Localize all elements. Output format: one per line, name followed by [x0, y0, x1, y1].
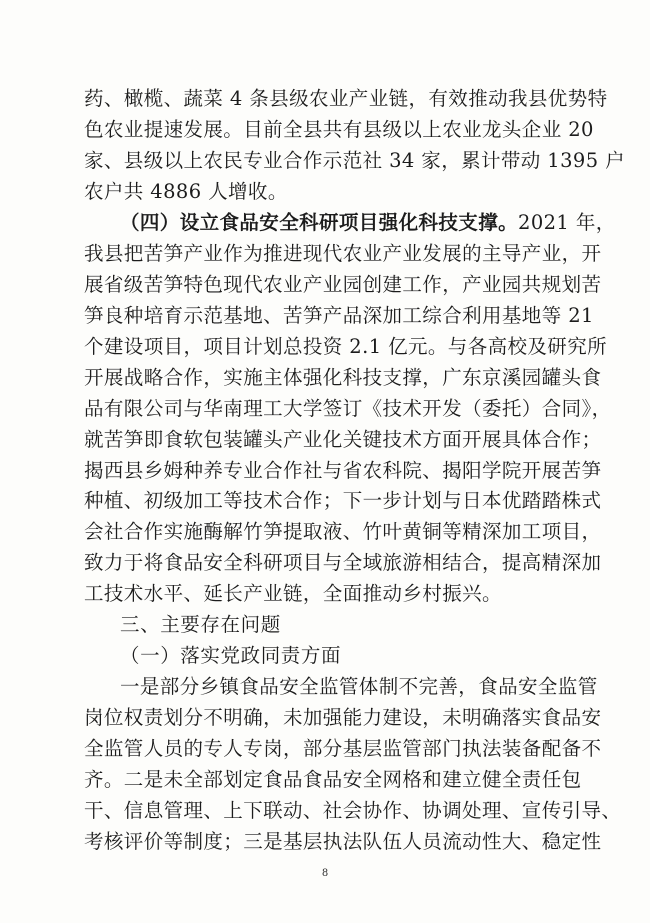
section-4-heading-tail: 2021 年，	[518, 210, 616, 234]
body-text-line: 品有限公司与华南理工大学签订《技术开发（委托）合同》，	[84, 396, 612, 420]
body-text-line: 全监管人员的专人专岗，部分基层监管部门执法装备配备不	[84, 737, 602, 761]
section-4-heading-line	[120, 208, 616, 239]
body-text-line: 致力于将食品安全科研项目与全域旅游相结合，提高精深加	[84, 551, 602, 575]
body-text-line: 齐。二是未全部划定食品食品安全网格和建立健全责任包	[84, 768, 582, 792]
body-text-line: 会社合作实施酶解竹笋提取液、竹叶黄铜等精深加工项目，	[84, 520, 602, 544]
page-number: 8	[321, 868, 329, 879]
body-text-line: 一是部分乡镇食品安全监管体制不完善，食品安全监管	[120, 675, 598, 699]
body-text-line: 个建设项目，项目计划总投资 2.1 亿元。与各高校及研究所	[84, 334, 608, 358]
section-4-heading: （四）设立食品安全科研项目强化科技支撑。	[120, 210, 519, 234]
body-text-line: 种植、初级加工等技术合作；下一步计划与日本优踏踏株式	[84, 489, 602, 513]
body-text-line: 展省级苦笋特色现代农业产业园创建工作，产业园共规划苦	[84, 272, 602, 296]
section-3-subheading: （一）落实党政同责方面	[120, 644, 342, 668]
body-text-line: 色农业提速发展。目前全县共有县级以上农业龙头企业 20	[84, 117, 594, 141]
body-text-line: 揭西县乡姆种养专业合作社与省农科院、揭阳学院开展苦笋	[84, 458, 602, 482]
body-text-line: 就苦笋即食软包装罐头产业化关键技术方面开展具体合作；	[84, 427, 602, 451]
body-text-line: 笋良种培育示范基地、苦笋产品深加工综合利用基地等 21	[84, 303, 594, 327]
body-text-line: 干、信息管理、上下联动、社会协作、协调处理、宣传引导、	[84, 799, 622, 823]
body-text-line: 开展战略合作，实施主体强化科技支撑，广东京溪园罐头食	[84, 365, 602, 389]
body-text-line: 家、县级以上农民专业合作示范社 34 家，累计带动 1395 户	[84, 148, 626, 172]
body-text-line: 农户共 4886 人增收。	[84, 179, 288, 203]
body-text-line: 我县把苦笋产业作为推进现代农业产业发展的主导产业，开	[84, 241, 602, 265]
body-text-line: 岗位权责划分不明确，未加强能力建设，未明确落实食品安	[84, 706, 602, 730]
body-text-line: 工技术水平、延长产业链，全面推动乡村振兴。	[84, 582, 502, 606]
body-text-line: 考核评价等制度；三是基层执法队伍人员流动性大、稳定性	[84, 830, 602, 854]
section-3-heading: 三、主要存在问题	[120, 613, 281, 637]
body-text-line: 药、橄榄、蔬菜 4 条县级农业产业链，有效推动我县优势特	[84, 87, 608, 110]
